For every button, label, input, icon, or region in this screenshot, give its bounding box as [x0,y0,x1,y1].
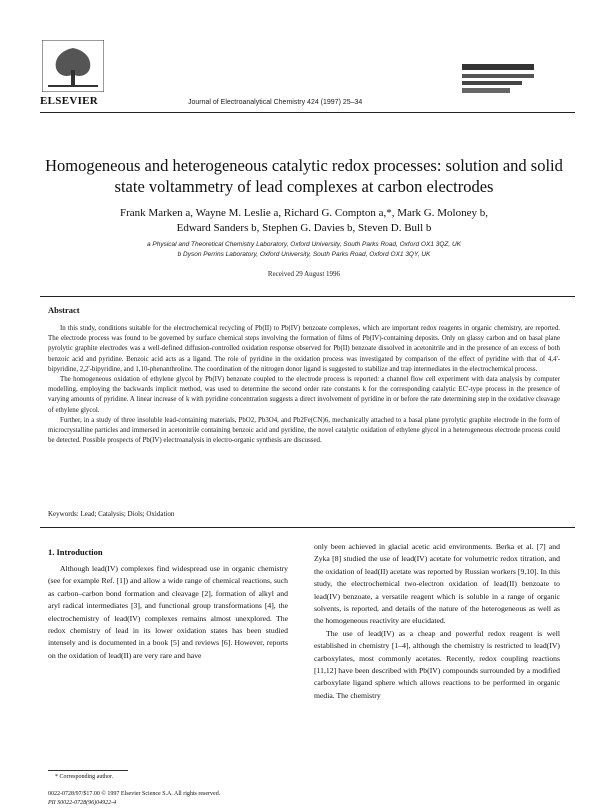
journal-citation: Journal of Electroanalytical Chemistry 424 (1997) 25–34 [188,99,363,106]
abstract-paragraph-3: Further, in a study of three insoluble lead-containing materials, PbO2, Pb3O4, and Pb2Fe(CN)6, mechanically attached to a basal plane pyrolytic graphite electrode in the form of microcrystalline particles and immersed in acetonitrile containing benzoic acid and pyridine, the novel catalytic oxidation of ethylene glycol in a heterogeneous electrode process could be detected. Possible prospects of Pb(IV) electroanalysis in electro-organic synthesis are discussed. [48,416,560,445]
abstract-bottom-rule [40,527,575,528]
header-rule [40,112,575,113]
intro-paragraph-2: The use of lead(IV) as a cheap and powerful redox reagent is well established in chemistry [1–4], although the chemistry is restricted to lead(IV) carboxylates, most commonly acetates. Recently, redox coupling reactions [11,12] have been described with Pb(IV) compounds surrounded by a modified carboxylate ligand sphere which allows reactions to be performed in organic media. The chemistry [314,628,560,700]
author-list [40,206,568,236]
publisher-name: ELSEVIER [40,95,99,107]
article-title: Homogeneous and heterogeneous catalytic redox processes: solution and solid state voltammetry of lead complexes at carbon electrodes [45,156,563,196]
affiliations [40,240,568,260]
corresponding-author-footnote: * Corresponding author. [55,774,114,780]
intro-paragraph-1: Although lead(IV) complexes find widespread use in organic chemistry (see for example Ref. [1]) and allow a wide range of chemical reactions, such as carbon–carbon bond formation and cleavage [2], formation of alkyl and aryl radical intermediates [3], and functional group transformations [4], the electrochemistry of lead(IV) complexes remains almost unexplored. The redox chemistry of lead in its lower oxidation states has been studied intensely and is documented in a book [5] and reviews [6]. However, reports on the oxidation of lead(II) are very rare and have [48,564,288,660]
authors-line-1: Frank Marken a, Wayne M. Leslie a, Richard G. Compton a,*, Mark G. Moloney b, [120,207,488,219]
keywords: Keywords: Lead; Catalysis; Diols; Oxidation [48,510,175,518]
authors-line-2: Edward Sanders b, Stephen G. Davies b, Steven D. Bull b [176,222,432,234]
left-column [48,563,288,662]
right-column [314,541,560,702]
issn-text: 0022-0728/97/$17.00 © 1997 Elsevier Science S.A. All rights reserved. [48,791,221,797]
abstract-heading: Abstract [48,305,80,315]
abstract-top-rule [40,296,575,297]
copyright-line [48,790,308,808]
affiliation-b: b Dyson Perrins Laboratory, Oxford University, South Parks Road, Oxford OX1 3QY, UK [177,251,431,258]
abstract-paragraph-1: In this study, conditions suitable for the electrochemical recycling of Pb(II) to Pb(IV) benzoate complexes, which are important redox reagents in organic chemistry, are reported. The electrode process was found to be governed by surface chemical steps involving the formation of films of Pb(IV)-containing deposits. Only on glassy carbon and on basal plane pyrolytic graphite electrodes was a well-defined diffusion-controlled oxidation response observed for Pb(II) benzoate dissolved in acetonitrile and in the presence of an excess of both benzoic acid and pyridine. Benzoic acid acts as a ligand. The role of pyridine in the oxidation process was investigated by comparison of the effect of pyridine with that of 4,4'-bipyridine, 2,2'-bipyridine, and 1,10-phenanthroline. The coordination of the nitrogen donor ligand is suggested to stabilize and trap intermediates in the electrochemical process. [48,325,560,373]
journal-masthead-logo [462,60,534,100]
pii-text: PII S0022-0728(96)04922-4 [48,800,117,806]
abstract-body [48,324,560,446]
section-heading-introduction: 1. Introduction [48,547,103,557]
affiliation-a: a Physical and Theoretical Chemistry Laboratory, Oxford University, South Parks Road, Oxford OX1 3QZ, UK [146,241,462,248]
footnote-rule [48,770,128,771]
intro-paragraph-continued: only been achieved in glacial acetic acid environments. Berka et al. [7] and Zyka [8] studied the use of lead(IV) acetate for volumetric redox titration, and the oxidation of lead(II) acetate was reported by Russian workers [9,10]. In this study, the electrochemical two-electron oxidation of lead(II) benzoate to lead(IV) benzoate, a versatile reagent which is soluble in a range of organic solvents, is reported, and details of the nature of the heterogeneous as well as the homogeneous reactivity are elucidated. [314,542,560,626]
elsevier-tree-logo [42,40,104,92]
abstract-paragraph-2: The homogeneous oxidation of ethylene glycol by Pb(IV) benzoate coupled to the electrode process is reported: a channel flow cell experiment with data analysis by computer modelling, employing the backwards implicit method, was used to determine the second order rate constants k for the corresponding catalytic EC'-type process in the presence of varying amounts of pyridine. A linear increase of k with pyridine concentration suggests a direct involvement of pyridine in or before the rate determining step in the oxidative cleavage of ethylene glycol. [48,376,560,414]
received-date: Received 29 August 1996 [267,270,341,278]
